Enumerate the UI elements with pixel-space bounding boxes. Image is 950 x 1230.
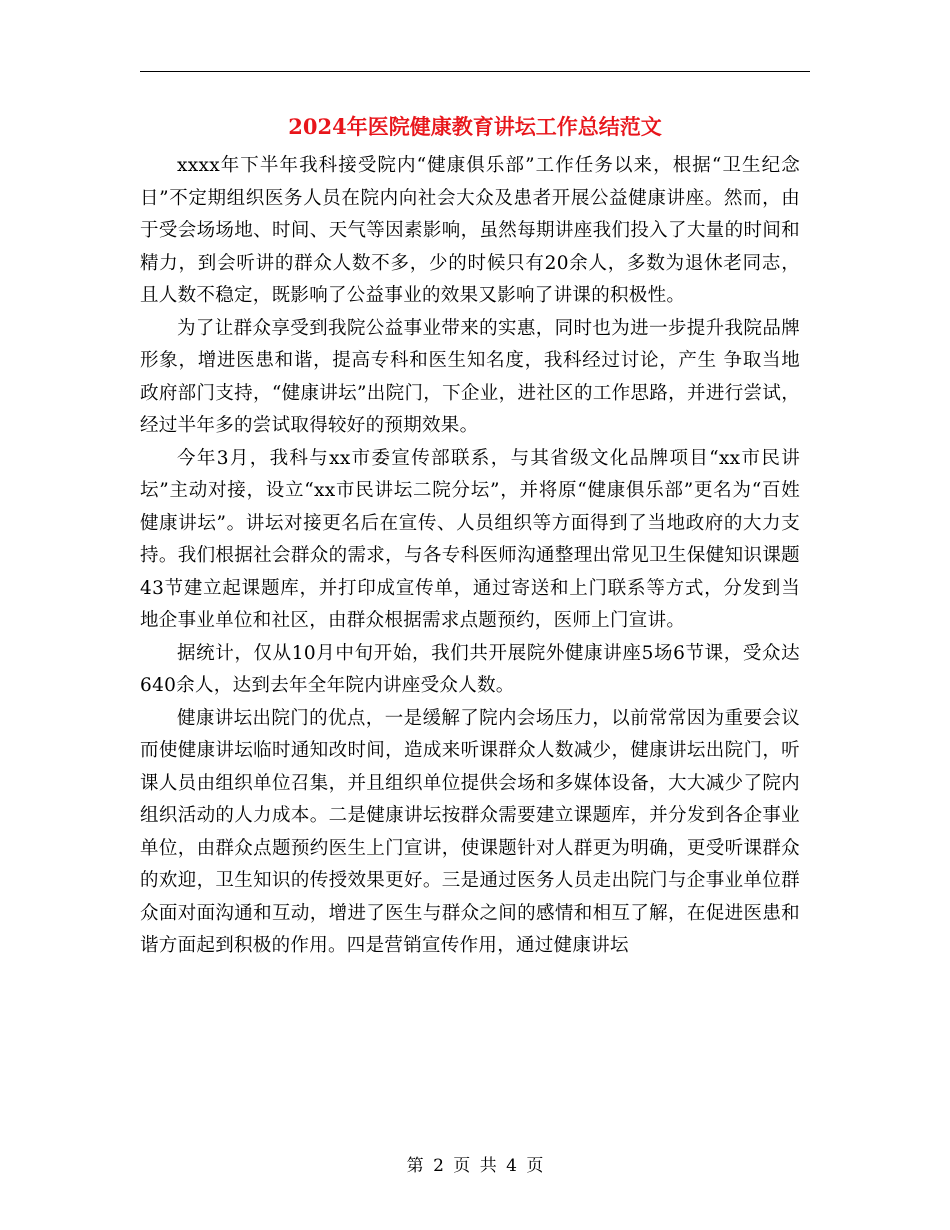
paragraph-3: 今年3月，我科与xx市委宣传部联系，与其省级文化品牌项目“xx市民讲坛”主动对接，设立“xx市民讲坛二院分坛”，并将原“健康俱乐部”更名为“百姓健康讲坛”。讲坛对接更名后在宣传、人员组织等方面得到了当地政府的大力支持。我们根据社会群众的需求，与各专科医师沟通整理出常见卫生保健知识课题43节建立起课题库，并打印成宣传单，通过寄送和上门联系等方式，分发到当地企事业单位和社区，由群众根据需求点题预约，医师上门宣讲。 (140, 447, 800, 631)
page-number: 第 2 页 共 4 页 (406, 1156, 544, 1176)
paragraph-2: 为了让群众享受到我院公益事业带来的实惠，同时也为进一步提升我院品牌形象，增进医患和谐，提高专科和医生知名度，我科经过讨论，产生 争取当地政府部门支持，“健康讲坛”出院门，下企业，进社区的工作思路，并进行尝试，经过半年多的尝试取得较好的预期效果。 (140, 317, 800, 436)
paragraph-1: xxxx年下半年我科接受院内“健康俱乐部”工作任务以来，根据“卫生纪念日”不定期组织医务人员在院内向社会大众及患者开展公益健康讲座。然而，由于受会场场地、时间、天气等因素影响，虽然每期讲座我们投入了大量的时间和精力，到会听讲的群众人数不多，少的时候只有20余人，多数为退休老同志，且人数不稳定，既影响了公益事业的效果又影响了讲课的积极性。 (140, 155, 800, 306)
document-body (140, 150, 800, 963)
paragraph-5: 健康讲坛出院门的优点，一是缓解了院内会场压力，以前常常因为重要会议而使健康讲坛临时通知改时间，造成来听课群众人数减少，健康讲坛出院门，听课人员由组织单位召集，并且组织单位提供会场和多媒体设备，大大减少了院内组织活动的人力成本。二是健康讲坛按群众需要建立课题库，并分发到各企事业单位，由群众点题预约医生上门宣讲，使课题针对人群更为明确，更受听课群众的欢迎，卫生知识的传授效果更好。三是通过医务人员走出院门与企事业单位群众面对面沟通和互动，增进了医生与群众之间的感情和相互了解，在促进医患和谐方面起到积极的作用。四是营销宣传作用，通过健康讲坛 (140, 707, 800, 956)
document-title: 2024年医院健康教育讲坛工作总结范文 (288, 114, 662, 139)
header-rule (140, 71, 810, 72)
paragraph-4: 据统计，仅从10月中旬开始，我们共开展院外健康讲座5场6节课，受众达640余人，达到去年全年院内讲座受众人数。 (140, 642, 800, 696)
